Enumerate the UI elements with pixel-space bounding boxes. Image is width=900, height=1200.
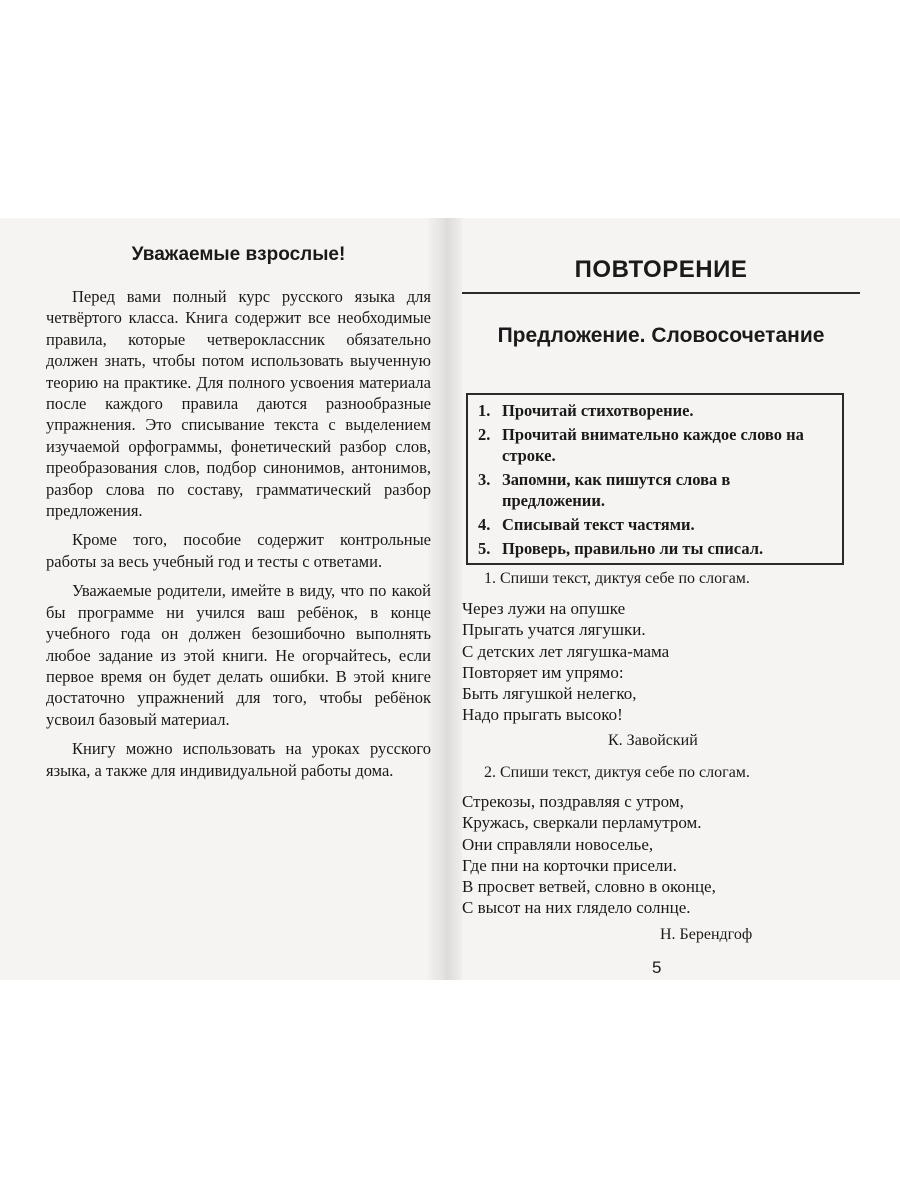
exercise-task: 2. Спиши текст, диктуя себе по слогам. [484,764,750,781]
instruction-text: Запомни, как пишутся слова в предложении. [502,470,731,510]
poem-line: С высот на них глядело солнце. [462,898,691,918]
instruction-item [478,469,832,511]
paragraph: Кроме того, пособие содержит контрольные работы за весь учебный год и тесты с ответами. [46,530,431,571]
instruction-item [478,538,832,559]
instruction-number: 1. [478,401,491,420]
section-subtitle: Предложение. Словосочетание [497,324,825,347]
poem-line: Через лужи на опушке [462,599,626,618]
instruction-text: Списывай текст частями. [502,515,695,534]
exercise-task: 1. Спиши текст, диктуя себе по слогам. [484,570,750,587]
poem-line: Кружась, сверкали перламутром. [462,813,702,833]
instruction-text: Прочитай внимательно каждое слово на строке. [502,425,804,465]
instruction-text: Проверь, правильно ли ты списал. [502,539,764,558]
instructions-box [466,393,844,565]
instruction-number: 3. [478,470,491,489]
instruction-item [478,424,832,466]
book-spread [0,218,900,980]
instruction-number: 2. [478,425,491,444]
paragraph: Уважаемые родители, имейте в виду, что по какой бы программе ни учился ваш ребёнок, в конце учебного года он должен безошибочно выполнять любое задание из этой книги. Не огорчайтесь, если первое время он будет делать ошибки. В этой книге достаточно упражнений для того, чтобы ребёнок усвоил базовый материал. [46,581,431,729]
paragraph: Книгу можно использовать на уроках русского языка, а также для индивидуальной работы дома. [46,739,431,780]
instruction-text: Прочитай стихотворение. [502,401,694,420]
poem-line: С детских лет лягушка-мама [462,641,670,661]
instruction-number: 4. [478,515,491,534]
poem-line: Они справляли новоселье, [462,834,654,854]
poem [462,791,716,919]
poem-author: Н. Берендгоф [660,926,753,943]
poem-author: К. Завойский [608,732,698,749]
poem-line: Прыгать учатся лягушки. [462,620,646,640]
title-divider [462,292,860,294]
page-number: 5 [652,958,662,977]
poem-line: Стрекозы, поздравляя с утром, [462,792,684,811]
poem-line: В просвет ветвей, словно в оконце, [462,877,716,897]
poem [462,598,669,726]
poem-line: Повторяет им упрямо: [462,662,624,682]
section-title: ПОВТОРЕНИЕ [574,256,748,283]
poem-line: Надо прыгать высоко! [462,705,623,725]
left-page-body [46,286,431,789]
instruction-number: 5. [478,539,491,558]
instruction-item [478,400,832,421]
instruction-item [478,514,832,535]
left-page-heading: Уважаемые взрослые! [131,244,346,265]
poem-line: Где пни на корточки присели. [462,855,677,875]
book-gutter [428,218,462,980]
poem-line: Быть лягушкой нелегко, [462,684,637,704]
paragraph: Перед вами полный курс русского языка для четвёртого класса. Книга содержит все необходимые правила, которые четвероклассник обязательно должен знать, чтобы потом использовать выученную теорию на практике. Для полного усвоения материала после каждого правила даются разнообразные упражнения. Это списывание текста с выделением изучаемой орфограммы, фонетический разбор слов, преобразования слов, подбор синонимов, антонимов, разбор слова по составу, грамматический разбор предложения. [46,287,431,521]
